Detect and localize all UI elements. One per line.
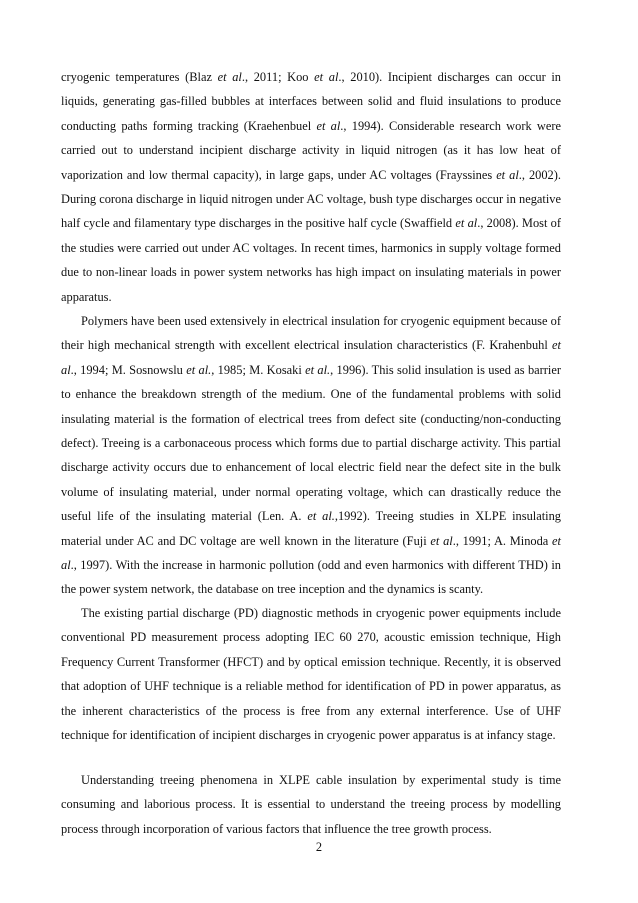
paragraph-text-run: , 1996). This solid insulation is used as barrier to enhance the breakdown strength of the medium. One of the fundamental problems with solid insulating material is the formation of electrical trees from defect site (conducting/non-conducting defect). Treeing is a carbonaceous process which forms due to partial discharge activity. This partial discharge activity occurs due to enhancement of local electric field near the defect site in the bulk volume of insulating material, under normal operating voltage, which can drastically reduce the useful life of the insulating material (Len. A.	[61, 362, 561, 524]
body-paragraph-1	[61, 65, 561, 309]
paragraph-text-run: ., 2010). Incipient discharges can occur in liquids, generating gas-filled bubbles at interfaces between solid and fluid insulations to produce conducting paths forming tracking (Kraehenbuel	[61, 70, 562, 133]
citation-italic-text: et al	[496, 167, 519, 182]
citation-italic-text: et al.	[305, 362, 331, 377]
paragraph-text-run: Understanding treeing phenomena in XLPE cable insulation by experimental study is time consuming and laborious process. It is essential to understand the treeing process by modelling process through incorporation of various factors that influence the tree growth process.	[61, 773, 561, 836]
citation-italic-text: et al.	[186, 362, 212, 377]
citation-italic-text: et al	[217, 70, 242, 84]
paragraph-text-run: ,1992). Treeing studies in XLPE insulating material under AC and DC voltage are well known in the literature (Fuji	[61, 509, 561, 548]
body-paragraph-3	[61, 601, 561, 747]
citation-italic-text: et al	[430, 533, 453, 548]
page-number: 2	[315, 840, 323, 854]
paragraph-text-run: cryogenic temperatures (Blaz	[61, 70, 218, 84]
citation-italic-text: et al	[316, 118, 341, 133]
paragraph-text-run: ., 1997). With the increase in harmonic pollution (odd and even harmonics with different THD) in the power system network, the database on tree inception and the dynamics is scanty.	[61, 558, 561, 597]
paragraph-text-run: ., 1994; M. Sosnowslu	[70, 362, 187, 377]
citation-italic-text: et al	[314, 70, 339, 84]
paragraph-text-run: ., 2011; Koo	[241, 70, 315, 84]
body-paragraph-4	[61, 768, 561, 841]
paragraph-text-run: ., 1991; A. Minoda	[452, 533, 553, 548]
paragraph-text-run: ., 2002). During corona discharge in liquid nitrogen under AC voltage, bush type discharges occur in negative half cycle and filamentary type discharges in the positive half cycle (Swaffield	[61, 167, 561, 231]
citation-italic-text: et al	[61, 533, 561, 573]
citation-italic-text: et al	[61, 338, 561, 377]
paragraph-text-run: ., 1994). Considerable research work were carried out to understand incipient discharge activity in liquid nitrogen (as it has low heat of vaporization and low thermal capacity), in large gaps, under AC voltages (Frayssines	[61, 118, 561, 182]
paragraph-text-run: ., 2008). Most of the studies were carried out under AC voltages. In recent times, harmonics in supply voltage formed due to non-linear loads in power system networks has high impact on insulating materials in power apparatus.	[61, 216, 561, 304]
citation-italic-text: et al	[455, 216, 478, 231]
paragraph-text-run: The existing partial discharge (PD) diagnostic methods in cryogenic power equipments include conventional PD measurement process adopting IEC 60 270, acoustic emission technique, High Frequency Current Transformer (HFCT) and by optical emission technique. Recently, it is observed that adoption of UHF technique is a reliable method for identification of PD in power apparatus, as the inherent characteristics of the process is free from any external interference. Use of UHF technique for identification of incipient discharges in cryogenic power apparatus is at infancy stage.	[61, 606, 561, 743]
paragraph-text-run: , 1985; M. Kosaki	[211, 362, 306, 377]
citation-italic-text: et al.	[307, 509, 335, 524]
body-paragraph-2	[61, 309, 561, 602]
paragraph-text-run: Polymers have been used extensively in electrical insulation for cryogenic equipment because of their high mechanical strength with excellent electrical insulation characteristics (F. Krahenbuhl	[61, 314, 561, 353]
